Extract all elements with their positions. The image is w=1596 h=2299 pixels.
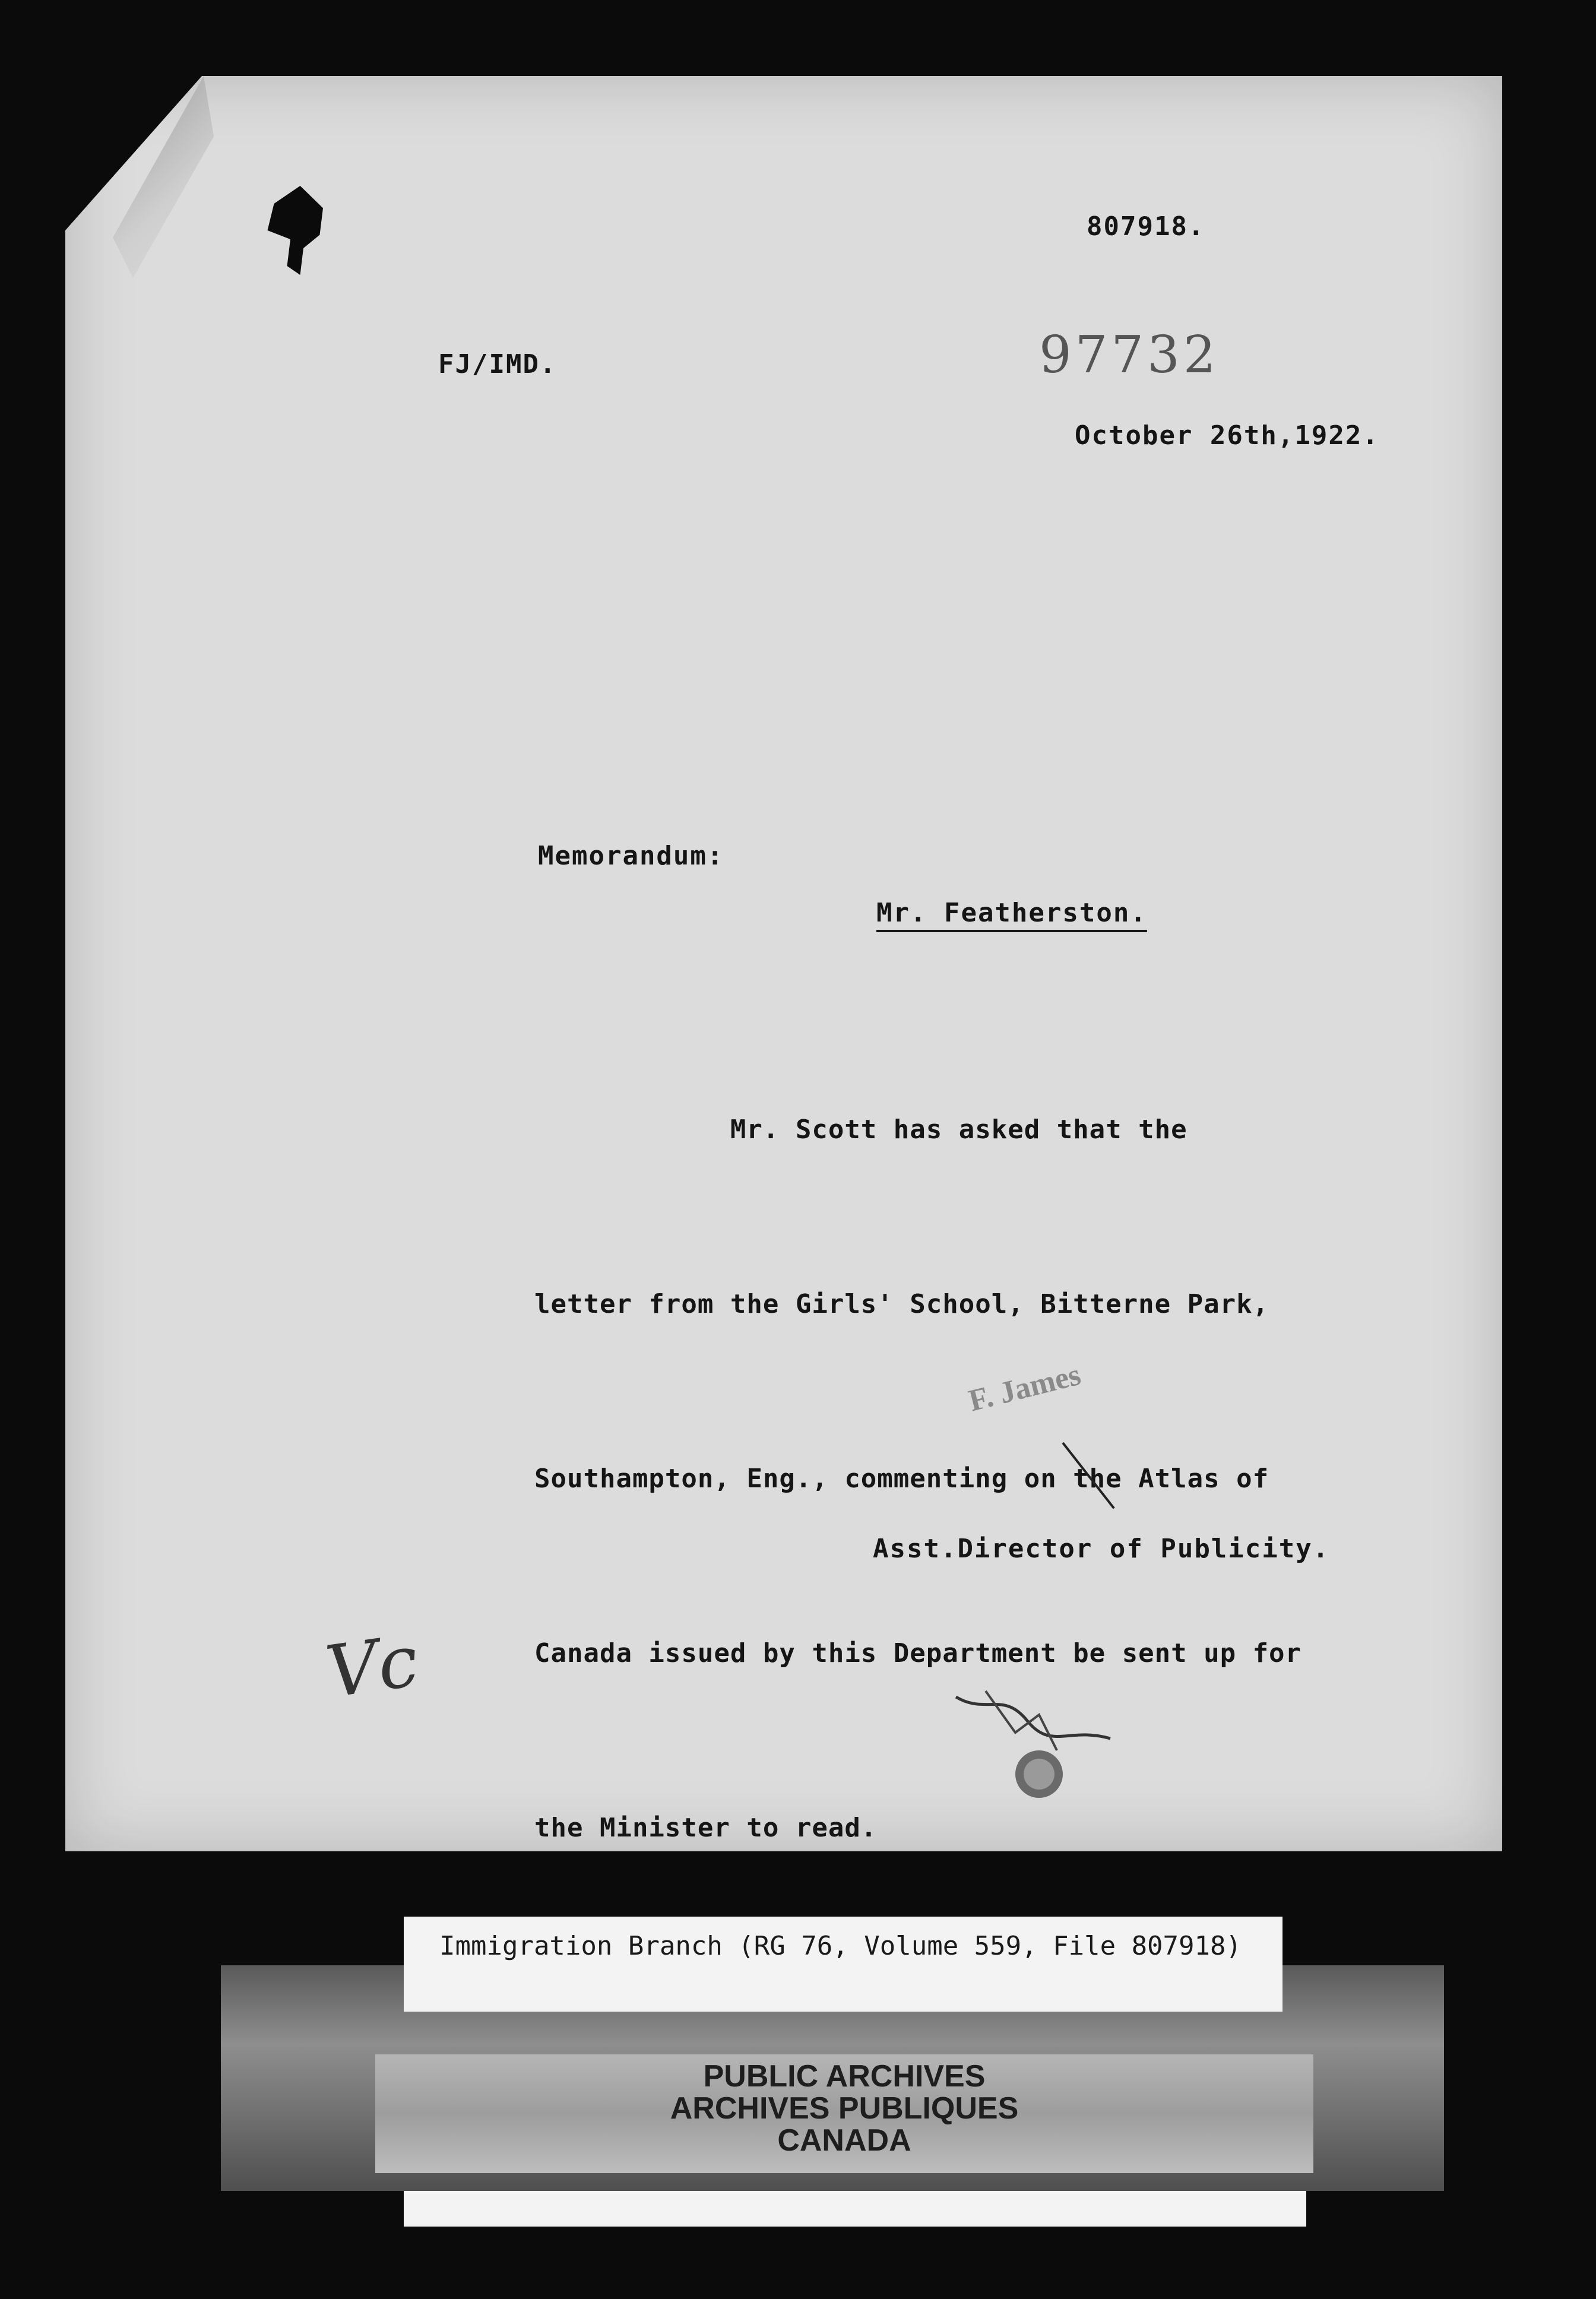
archive-band (375, 2054, 1313, 2173)
archives-stamp-line: ARCHIVES PUBLIQUES (670, 2091, 1019, 2126)
memo-body-line: the Minister to read. (534, 1813, 878, 1843)
memo-body-line: Canada issued by this Department be sent up for (534, 1638, 1302, 1668)
signature-stamp: F. James (965, 1357, 1084, 1418)
archives-stamp (375, 2060, 1313, 2156)
handwritten-initials: Vc (321, 1619, 423, 1715)
document-date: October 26th,1922. (1075, 420, 1379, 451)
memo-body-line: Southampton, Eng., commenting on the Atlas of (534, 1464, 1269, 1494)
memo-body-line: Mr. Scott has asked that the (534, 1114, 1188, 1145)
bottom-label-strip (404, 2191, 1306, 2227)
reference-initials: FJ/IMD. (438, 349, 557, 379)
addressee: Mr. Featherston. (876, 898, 1147, 928)
wax-seal-icon (950, 1679, 1128, 1810)
memo-label: Memorandum: (538, 841, 724, 871)
archives-stamp-line: CANADA (777, 2123, 911, 2158)
archive-citation: Immigration Branch (RG 76, Volume 559, File 807918) (439, 1931, 1242, 1961)
archives-stamp-line: PUBLIC ARCHIVES (703, 2059, 986, 2094)
archive-label (404, 1917, 1282, 2012)
stamped-number: 97732 (1039, 325, 1220, 385)
memo-body (534, 984, 1484, 1974)
signer-title: Asst.Director of Publicity. (873, 1534, 1330, 1564)
document-page (65, 76, 1502, 1851)
file-number: 807918. (1087, 211, 1205, 242)
memo-body-line: letter from the Girls' School, Bitterne Park, (534, 1289, 1269, 1319)
punch-hole (264, 186, 330, 275)
